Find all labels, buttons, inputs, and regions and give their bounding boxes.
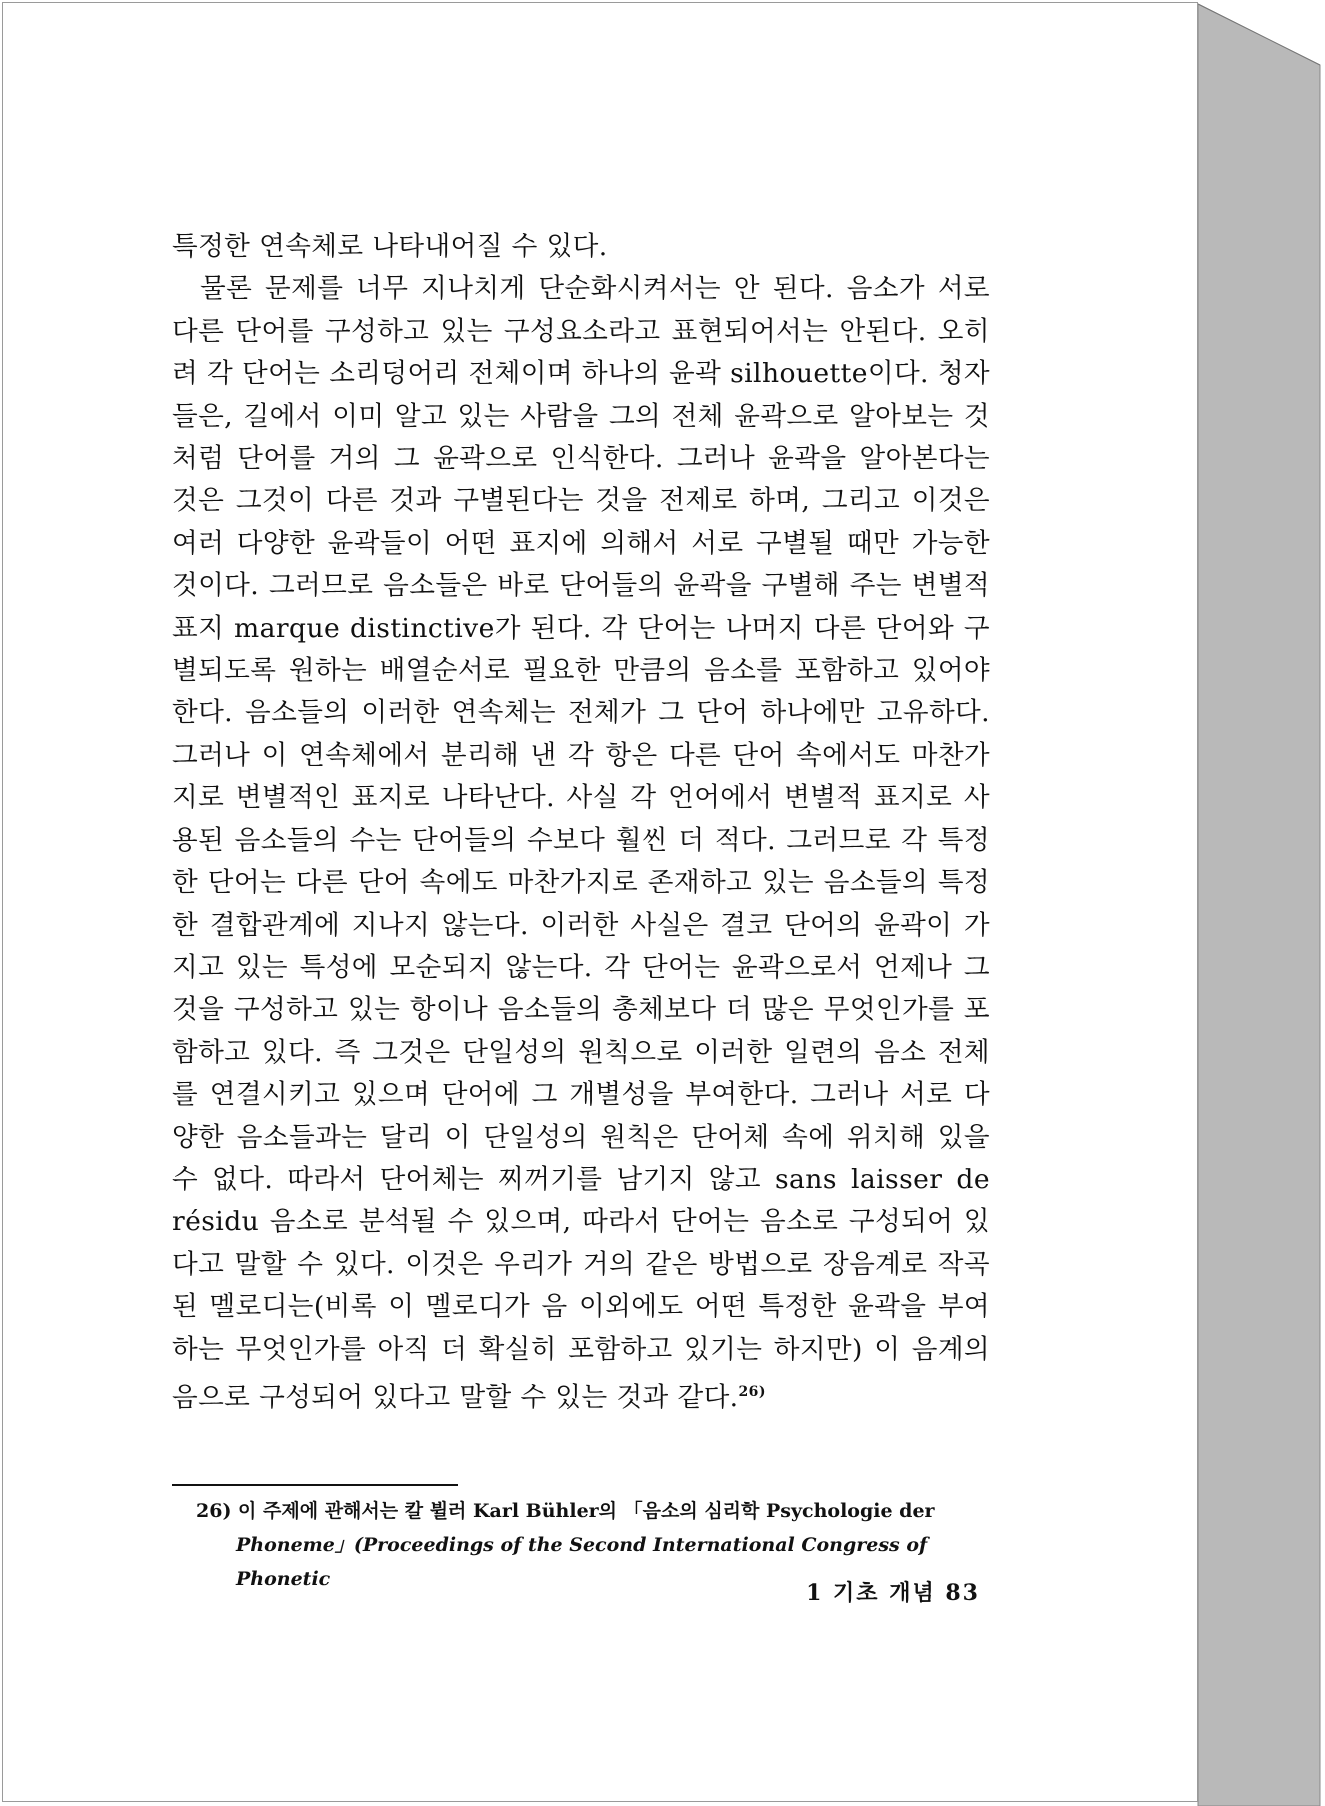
footnote-reference: 26) xyxy=(738,1383,766,1400)
footnote-line-2: Phoneme」(Proceedings of the Second International Congress of Phonetic xyxy=(236,1534,928,1590)
paragraph-2 xyxy=(172,268,990,1419)
footnote-line-1: 26) 이 주제에 관해서는 칼 뷜러 Karl Bühler의 「음소의 심리학 Psychologie der xyxy=(196,1500,935,1522)
footnote-divider xyxy=(172,1484,458,1486)
paragraph-1: 특정한 연속체로 나타내어질 수 있다. xyxy=(172,231,608,262)
paragraph-2-text: 물론 문제를 너무 지나치게 단순화시켜서는 안 된다. 음소가 서로 다른 단어를 구성하고 있는 구성요소라고 표현되어서는 안된다. 오히려 각 단어는 소리덩어리 전체이며 하나의 윤곽 silhouette이다. 청자들은, 길에서 이미 알고 있는 사람을 그의 전체 윤곽으로 알아보는 것처럼 단어를 거의 그 윤곽으로 인식한다. 그러나 윤곽을 알아본다는 것은 그것이 다른 것과 구별된다는 것을 전제로 하며, 그리고 이것은 여러 다양한 윤곽들이 어떤 표지에 의해서 서로 구별될 때만 가능한 것이다. 그러므로 음소들은 바로 단어들의 윤곽을 구별해 주는 변별적 표지 marque distinctive가 된다. 각 단어는 나머지 다른 단어와 구별되도록 원하는 배열순서로 필요한 만큼의 음소를 포함하고 있어야 한다. 음소들의 이러한 연속체는 전체가 그 단어 하나에만 고유하다. 그러나 이 연속체에서 분리해 낸 각 항은 다른 단어 속에서도 마찬가지로 변별적인 표지로 나타난다. 사실 각 언어에서 변별적 표지로 사용된 음소들의 수는 단어들의 수보다 훨씬 더 적다. 그러므로 각 특정한 단어는 다른 단어 속에도 마찬가지로 존재하고 있는 음소들의 특정한 결합관계에 지나지 않는다. 이러한 사실은 결코 단어의 윤곽이 가지고 있는 특성에 모순되지 않는다. 각 단어는 윤곽으로서 언제나 그것을 구성하고 있는 항이나 음소들의 총체보다 더 많은 무엇인가를 포함하고 있다. 즉 그것은 단일성의 원칙으로 이러한 일련의 음소 전체를 연결시키고 있으며 단어에 그 개별성을 부여한다. 그러나 서로 다양한 음소들과는 달리 이 단일성의 원칙은 단어체 속에 위치해 있을 수 없다. 따라서 단어체는 찌꺼기를 남기지 않고 sans laisser de résidu 음소로 분석될 수 있으며, 따라서 단어는 음소로 구성되어 있다고 말할 수 있다. 이것은 우리가 거의 같은 방법으로 장음계로 작곡된 멜로디는(비록 이 멜로디가 음 이외에도 어떤 특정한 윤곽을 부여하는 무엇인가를 아직 더 확실히 포함하고 있기는 하지만) 이 음계의 음으로 구성되어 있다고 말할 수 있는 것과 같다. xyxy=(172,273,990,1413)
running-footer: 1 기초 개념 83 xyxy=(806,1580,980,1606)
body-text xyxy=(172,226,990,1419)
